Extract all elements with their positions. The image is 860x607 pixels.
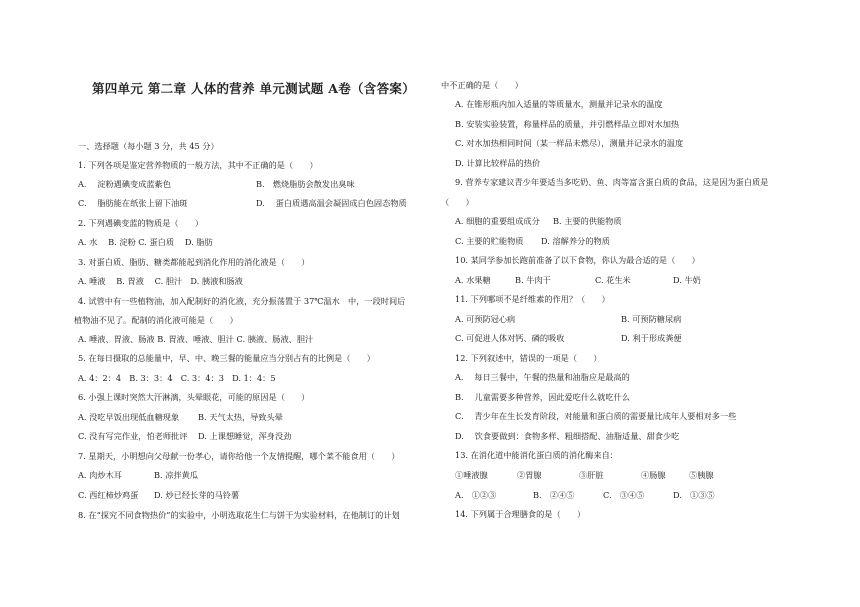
- q1-option-c: C. 脂肪能在纸张上留下油斑: [78, 198, 188, 208]
- question-10: 10. 某同学参加长跑前准备了以下食物，你认为最合适的是（ ）: [455, 255, 700, 265]
- q2-options: A. 水 B. 淀粉 C. 蛋白质 D. 脂肪: [78, 237, 213, 247]
- q8-option-d: D. 计算比较样品的热价: [455, 158, 541, 168]
- question-3: 3. 对蛋白质、脂肪、糖类都能起到消化作用的消化液是（ ）: [78, 257, 310, 267]
- q5-options: A. 4：2：4 B. 3：3：4 C. 3：4：3 D. 1：4：5: [78, 373, 276, 383]
- q11-option-b: B. 可预防糖尿病: [621, 314, 682, 324]
- q13-item-3: ③肝脏: [579, 470, 604, 480]
- question-8-cont: 中不正确的是（ ）: [441, 80, 523, 90]
- question-14: 14. 下列属于合理膳食的是（ ）: [455, 509, 586, 519]
- q12-option-b: B. 儿童需要多种营养，因此爱吃什么就吃什么: [455, 392, 630, 402]
- q6-option-c: C. 没有写完作业，怕老师批评: [78, 431, 188, 441]
- q13-item-1: ①唾液腺: [455, 470, 488, 480]
- question-9: 9. 营养专家建议青少年要适当多吃奶、鱼、肉等富含蛋白质的食品，这是因为蛋白质是: [455, 177, 769, 187]
- question-4-cont: 植物油不见了。配制的消化液可能是（ ）: [74, 315, 238, 325]
- q8-option-b: B. 安装实验装置，称量样品的质量，并引燃样品立即对水加热: [455, 119, 680, 129]
- q11-option-a: A. 可预防冠心病: [455, 314, 516, 324]
- q12-option-d: D. 饮食要做到：食物多样、粗细搭配、油脂适量、甜食少吃: [455, 431, 680, 441]
- q6-option-a: A. 没吃早饭出现低血糖现象: [78, 412, 180, 422]
- q13-option-c: C. ③④⑤: [603, 490, 645, 500]
- q6-option-b: B. 天气太热，导致头晕: [198, 412, 283, 422]
- q1-option-b: B. 燃烧脂肪会散发出臭味: [256, 179, 355, 189]
- question-9-cont: （ ）: [441, 197, 474, 207]
- question-12: 12. 下列叙述中，错误的一项是（ ）: [455, 353, 602, 363]
- q13-option-b: B. ②④⑤: [533, 490, 575, 500]
- q10-option-d: D. 牛奶: [673, 275, 701, 285]
- q12-option-c: C. 青少年在生长发育阶段，对能量和蛋白质的需要量比成年人要相对多一些: [455, 411, 737, 421]
- q9-option-b: B. 主要的供能物质: [553, 216, 622, 226]
- question-8: 8. 在“探究不同食物热价”的实验中，小明选取花生仁与饼干为实验材料，在他制订的计划: [78, 510, 400, 520]
- question-13: 13. 在消化道中能消化蛋白质的消化酶来自：: [455, 450, 618, 460]
- q13-item-5: ⑤胰腺: [689, 470, 714, 480]
- q4-options: A. 唾液、胃液、肠液 B. 胃液、唾液、胆汁 C. 胰液、肠液、胆汁: [78, 334, 314, 344]
- question-6: 6. 小强上课时突然大汗淋漓，头晕眼花，可能的原因是（ ）: [78, 392, 310, 402]
- question-1: 1. 下列各项是鉴定营养物质的一般方法，其中不正确的是（ ）: [78, 160, 318, 170]
- q1-option-d: D. 蛋白质遇高温会凝固成白色固态物质: [256, 198, 407, 208]
- q10-option-c: C. 花生米: [595, 275, 631, 285]
- q1-option-a: A. 淀粉遇碘变成蓝紫色: [78, 179, 171, 189]
- question-4: 4. 试管中有一些植物油，加入配制好的消化液，充分振荡置于 37℃温水 中，一段时间后: [78, 296, 406, 306]
- q10-option-a: A. 水果糖: [455, 275, 491, 285]
- section-heading: 一、选择题（每小题 3 分，共 45 分）: [78, 141, 219, 151]
- q9-option-d: D. 溶解养分的物质: [541, 236, 610, 246]
- q7-option-b: B. 凉拌黄瓜: [154, 470, 198, 480]
- question-7: 7. 星期天，小明想向父母献一份孝心，请你给他一个友情提醒，哪个菜不能食用（ ）: [78, 451, 400, 461]
- q8-option-c: C. 对水加热相同时间（某一样品未燃尽），测量并记录水的温度: [455, 138, 684, 148]
- q7-option-a: A. 肉炒木耳: [78, 470, 122, 480]
- q10-option-b: B. 牛肉干: [515, 275, 551, 285]
- q12-option-a: A. 每日三餐中，午餐的热量和油脂应是最高的: [455, 372, 630, 382]
- question-2: 2. 下列遇碘变蓝的物质是（ ）: [78, 218, 204, 228]
- q7-option-c: C. 西红柿炒鸡蛋: [78, 490, 139, 500]
- q11-option-c: C. 可促进人体对钙、磷的吸收: [455, 333, 565, 343]
- q13-item-2: ②胃腺: [517, 470, 542, 480]
- q11-option-d: D. 利于形成粪便: [621, 333, 682, 343]
- q8-option-a: A. 在锥形瓶内加入适量的等质量水，测量并记录水的温度: [455, 99, 663, 109]
- q9-option-a: A. 细胞的重要组成成分: [455, 216, 540, 226]
- q9-option-c: C. 主要的贮能物质: [455, 236, 524, 246]
- q13-option-d: D. ①③⑤: [673, 490, 715, 500]
- question-11: 11. 下列哪项不是纤维素的作用？（ ）: [455, 294, 610, 304]
- q7-option-d: D. 炒已经长芽的马铃薯: [154, 490, 240, 500]
- q6-option-d: D. 上课想睡觉，浑身没劲: [198, 431, 292, 441]
- q3-options: A. 唾液 B. 胃液 C. 胆汁 D. 胰液和肠液: [78, 276, 243, 286]
- q13-option-a: A. ①②③: [455, 490, 497, 500]
- q13-item-4: ④肠腺: [641, 470, 666, 480]
- question-5: 5. 在每日摄取的总能量中，早、中、晚三餐的能量应当分别占有的比例是（ ）: [78, 353, 375, 363]
- document-title: 第四单元 第二章 人体的营养 单元测试题 A卷（含答案）: [92, 81, 416, 96]
